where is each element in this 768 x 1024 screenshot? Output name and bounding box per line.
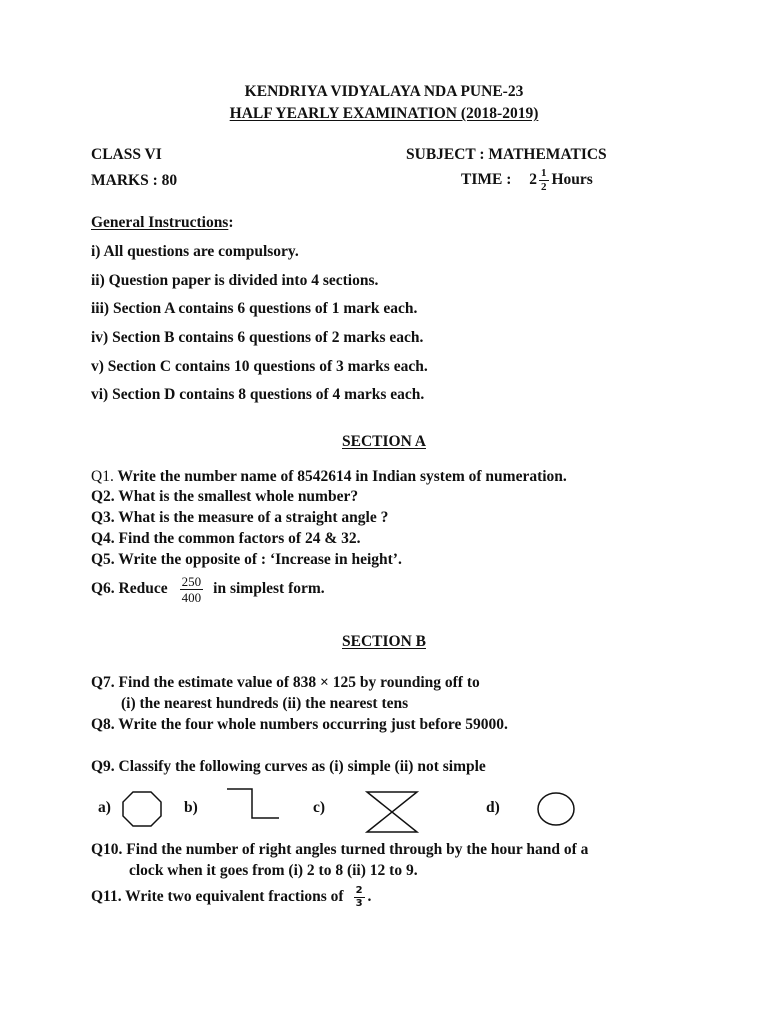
- question-11-suffix: .: [367, 888, 372, 905]
- time-denominator: 2: [541, 180, 547, 193]
- instruction-item: ii) Question paper is divided into 4 sections.: [91, 272, 379, 289]
- question-6: [91, 572, 325, 606]
- question-6-denominator: 400: [181, 589, 202, 605]
- time-whole: 2: [529, 171, 537, 188]
- instruction-item: i) All questions are compulsory.: [91, 243, 299, 260]
- instructions-heading: [91, 213, 234, 233]
- question-7-line-1: Q7. Find the estimate value of 838 × 125 by rounding off to: [91, 674, 480, 691]
- instruction-item: iii) Section A contains 6 questions of 1 mark each.: [91, 300, 418, 317]
- crossed-curve: [364, 789, 420, 835]
- question-2: Q2. What is the smallest whole number?: [91, 488, 359, 505]
- question-1: [91, 467, 567, 487]
- open-step-curve: [225, 786, 281, 822]
- question-1-number: Q1.: [91, 468, 114, 485]
- question-6-fraction: [180, 575, 204, 604]
- question-6-numerator: 250: [181, 573, 202, 589]
- exam-title-text: HALF YEARLY EXAMINATION (2018-2019): [229, 105, 539, 122]
- exam-title: [0, 104, 768, 124]
- curve-a-label: a): [98, 799, 111, 816]
- marks-label: MARKS : 80: [91, 172, 178, 189]
- time-numerator: 1: [541, 166, 547, 179]
- question-6-suffix: in simplest form.: [213, 580, 325, 597]
- section-a-title-text: SECTION A: [342, 433, 426, 450]
- section-a-title: [0, 432, 768, 452]
- question-5: Q5. Write the opposite of : ‘Increase in height’.: [91, 551, 402, 568]
- circle-curve: [536, 791, 576, 827]
- instruction-item: vi) Section D contains 8 questions of 4 marks each.: [91, 386, 425, 403]
- question-8: Q8. Write the four whole numbers occurring just before 59000.: [91, 716, 508, 733]
- instructions-heading-text: General Instructions: [91, 214, 229, 231]
- question-3: Q3. What is the measure of a straight angle ?: [91, 509, 389, 526]
- curve-c-label: c): [313, 799, 326, 816]
- curve-d-label: d): [486, 799, 500, 816]
- section-b-title: [0, 632, 768, 652]
- time-label-text: TIME :: [461, 171, 512, 188]
- time-label: [461, 166, 593, 194]
- question-9: Q9. Classify the following curves as (i) simple (ii) not simple: [91, 758, 486, 775]
- subject-label: SUBJECT : MATHEMATICS: [406, 146, 607, 163]
- question-6-prefix: Q6. Reduce: [91, 580, 168, 597]
- curve-b-label: b): [184, 799, 198, 816]
- instruction-item: iv) Section B contains 6 questions of 2 marks each.: [91, 329, 424, 346]
- time-unit: Hours: [551, 171, 593, 188]
- question-10-line-1: Q10. Find the number of right angles turned through by the hour hand of a: [91, 841, 589, 858]
- question-7-line-2: (i) the nearest hundreds (ii) the nearest tens: [121, 695, 409, 712]
- question-11-fraction: [354, 886, 365, 909]
- question-1-text: Write the number name of 8542614 in Indian system of numeration.: [117, 468, 567, 485]
- question-11-numerator: 2: [355, 884, 363, 896]
- question-11: [91, 878, 371, 916]
- instructions-heading-colon: :: [228, 214, 234, 231]
- question-11-denominator: 3: [355, 897, 363, 909]
- instruction-item: v) Section C contains 10 questions of 3 marks each.: [91, 358, 428, 375]
- class-label: CLASS VI: [91, 146, 162, 163]
- school-name: KENDRIYA VIDYALAYA NDA PUNE-23: [244, 83, 524, 100]
- question-4: Q4. Find the common factors of 24 & 32.: [91, 530, 361, 547]
- question-11-prefix: Q11. Write two equivalent fractions of: [91, 888, 344, 905]
- question-10-line-2: clock when it goes from (i) 2 to 8 (ii) 12 to 9.: [129, 862, 418, 879]
- time-fraction: [539, 168, 549, 193]
- section-b-title-text: SECTION B: [342, 633, 426, 650]
- octagon-curve: [121, 790, 163, 828]
